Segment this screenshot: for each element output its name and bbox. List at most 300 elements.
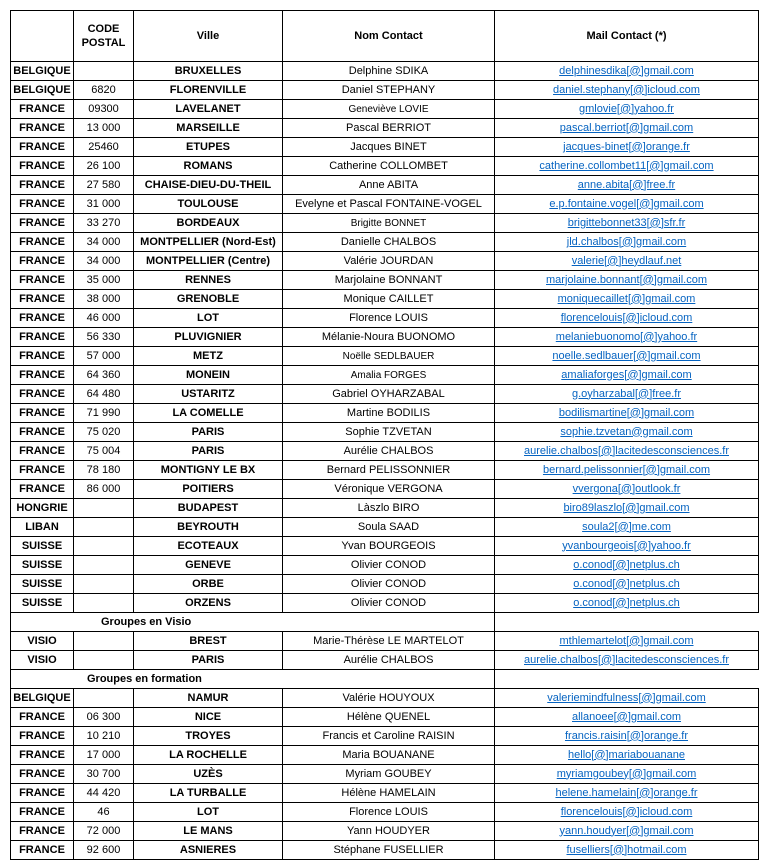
ville-cell: LA ROCHELLE bbox=[134, 746, 283, 765]
ville-cell: NAMUR bbox=[134, 689, 283, 708]
mail-cell bbox=[495, 442, 759, 461]
mail-link[interactable]: anne.abita[@]free.fr bbox=[577, 178, 676, 191]
ville-cell: GENEVE bbox=[134, 556, 283, 575]
mail-link[interactable]: noelle.sedlbauer[@]gmail.com bbox=[552, 349, 701, 362]
country-cell: FRANCE bbox=[11, 100, 74, 119]
mail-cell bbox=[495, 594, 759, 613]
code-postal-cell bbox=[74, 651, 134, 670]
ville-cell: CHAISE-DIEU-DU-THEIL bbox=[134, 176, 283, 195]
contact-name-cell: Soula SAAD bbox=[283, 518, 495, 537]
mail-cell bbox=[495, 423, 759, 442]
table-row bbox=[11, 841, 759, 860]
table-row bbox=[11, 328, 759, 347]
ville-cell: TOULOUSE bbox=[134, 195, 283, 214]
contact-name-cell: Valérie JOURDAN bbox=[283, 252, 495, 271]
ville-cell: PARIS bbox=[134, 651, 283, 670]
code-postal-cell: 64 480 bbox=[74, 385, 134, 404]
table-row bbox=[11, 632, 759, 651]
contact-name-cell: Delphine SDIKA bbox=[283, 62, 495, 81]
ville-cell: UZÈS bbox=[134, 765, 283, 784]
mail-link[interactable]: amaliaforges[@]gmail.com bbox=[561, 368, 692, 381]
country-cell: FRANCE bbox=[11, 708, 74, 727]
code-postal-cell: 06 300 bbox=[74, 708, 134, 727]
code-postal-cell: 72 000 bbox=[74, 822, 134, 841]
ville-cell: GRENOBLE bbox=[134, 290, 283, 309]
contact-name-cell: Amalia FORGES bbox=[283, 366, 495, 385]
table-row bbox=[11, 100, 759, 119]
country-cell: FRANCE bbox=[11, 271, 74, 290]
mail-link[interactable]: o.conod[@]netplus.ch bbox=[573, 558, 680, 571]
mail-cell bbox=[495, 176, 759, 195]
table-row bbox=[11, 404, 759, 423]
mail-link[interactable]: marjolaine.bonnant[@]gmail.com bbox=[546, 273, 707, 286]
contact-name-cell: Véronique VERGONA bbox=[283, 480, 495, 499]
table-row bbox=[11, 594, 759, 613]
mail-cell bbox=[495, 100, 759, 119]
ville-cell: MONTPELLIER (Nord-Est) bbox=[134, 233, 283, 252]
table-row bbox=[11, 518, 759, 537]
table-row bbox=[11, 252, 759, 271]
ville-cell: BREST bbox=[134, 632, 283, 651]
mail-cell bbox=[495, 271, 759, 290]
ville-cell: METZ bbox=[134, 347, 283, 366]
table-row bbox=[11, 746, 759, 765]
contact-name-cell: Anne ABITA bbox=[283, 176, 495, 195]
mail-link[interactable]: brigittebonnet33[@]sfr.fr bbox=[567, 216, 686, 229]
header-mail-contact: Mail Contact (*) bbox=[495, 11, 759, 62]
contact-name-cell: Valérie HOUYOUX bbox=[283, 689, 495, 708]
contact-name-cell: Monique CAILLET bbox=[283, 290, 495, 309]
mail-link[interactable]: e.p.fontaine.vogel[@]gmail.com bbox=[549, 197, 704, 210]
mail-link[interactable]: melaniebuonomo[@]yahoo.fr bbox=[555, 330, 698, 343]
country-cell: FRANCE bbox=[11, 423, 74, 442]
section-formation bbox=[11, 670, 759, 689]
contact-name-cell: Marjolaine BONNANT bbox=[283, 271, 495, 290]
mail-cell bbox=[495, 195, 759, 214]
code-postal-cell: 35 000 bbox=[74, 271, 134, 290]
country-cell: FRANCE bbox=[11, 309, 74, 328]
code-postal-cell: 78 180 bbox=[74, 461, 134, 480]
country-cell: BELGIQUE bbox=[11, 81, 74, 100]
country-cell: LIBAN bbox=[11, 518, 74, 537]
country-cell: FRANCE bbox=[11, 214, 74, 233]
mail-cell bbox=[495, 385, 759, 404]
code-postal-cell: 10 210 bbox=[74, 727, 134, 746]
mail-link[interactable]: valerie[@]heydlauf.net bbox=[571, 254, 682, 267]
mail-link[interactable]: allanoee[@]gmail.com bbox=[572, 710, 681, 723]
ville-cell: LE MANS bbox=[134, 822, 283, 841]
table-row bbox=[11, 461, 759, 480]
country-cell: FRANCE bbox=[11, 328, 74, 347]
table-row bbox=[11, 765, 759, 784]
mail-link[interactable]: hello[@]mariabouanane bbox=[568, 748, 685, 761]
mail-link[interactable]: yann.houdyer[@]gmail.com bbox=[559, 824, 694, 837]
table-row bbox=[11, 138, 759, 157]
table-row bbox=[11, 62, 759, 81]
mail-link[interactable]: delphinesdika[@]gmail.com bbox=[559, 64, 694, 77]
header-code-postal bbox=[74, 11, 134, 62]
table-row bbox=[11, 271, 759, 290]
ville-cell: MONTIGNY LE BX bbox=[134, 461, 283, 480]
code-postal-cell: 27 580 bbox=[74, 176, 134, 195]
ville-cell: TROYES bbox=[134, 727, 283, 746]
mail-cell bbox=[495, 252, 759, 271]
table-row bbox=[11, 385, 759, 404]
code-postal-cell: 34 000 bbox=[74, 252, 134, 271]
mail-cell bbox=[495, 575, 759, 594]
header-code-text: CODE POSTAL bbox=[81, 23, 126, 49]
table-row bbox=[11, 803, 759, 822]
code-postal-cell bbox=[74, 518, 134, 537]
contact-name-cell: Gabriel OYHARZABAL bbox=[283, 385, 495, 404]
mail-cell bbox=[495, 651, 759, 670]
contact-name-cell: Marie-Thérèse LE MARTELOT bbox=[283, 632, 495, 651]
section-empty-cell bbox=[283, 670, 495, 689]
country-cell: FRANCE bbox=[11, 746, 74, 765]
code-postal-cell: 86 000 bbox=[74, 480, 134, 499]
ville-cell: ETUPES bbox=[134, 138, 283, 157]
contact-name-cell: Florence LOUIS bbox=[283, 309, 495, 328]
section-title-formation: Groupes en formation bbox=[11, 670, 283, 689]
mail-link[interactable]: bernard.pelissonnier[@]gmail.com bbox=[542, 463, 711, 476]
mail-cell bbox=[495, 518, 759, 537]
ville-cell: RENNES bbox=[134, 271, 283, 290]
code-postal-cell: 56 330 bbox=[74, 328, 134, 347]
section-empty-cell bbox=[283, 613, 495, 632]
contact-table bbox=[10, 10, 759, 860]
country-cell: FRANCE bbox=[11, 290, 74, 309]
mail-cell bbox=[495, 157, 759, 176]
table-row bbox=[11, 81, 759, 100]
section-row-formation bbox=[11, 670, 759, 689]
code-postal-cell: 30 700 bbox=[74, 765, 134, 784]
ville-cell: ROMANS bbox=[134, 157, 283, 176]
mail-link[interactable]: myriamgoubey[@]gmail.com bbox=[556, 767, 697, 780]
header-nom-contact: Nom Contact bbox=[283, 11, 495, 62]
ville-cell: ORBE bbox=[134, 575, 283, 594]
country-cell: FRANCE bbox=[11, 176, 74, 195]
country-cell: FRANCE bbox=[11, 366, 74, 385]
ville-cell: BUDAPEST bbox=[134, 499, 283, 518]
code-postal-cell: 38 000 bbox=[74, 290, 134, 309]
contact-name-cell: Bernard PELISSONNIER bbox=[283, 461, 495, 480]
mail-cell bbox=[495, 290, 759, 309]
mail-cell bbox=[495, 81, 759, 100]
country-cell: SUISSE bbox=[11, 556, 74, 575]
ville-cell: PARIS bbox=[134, 442, 283, 461]
mail-cell bbox=[495, 233, 759, 252]
mail-cell bbox=[495, 727, 759, 746]
mail-link[interactable]: helene.hamelain[@]orange.fr bbox=[555, 786, 698, 799]
country-cell: FRANCE bbox=[11, 480, 74, 499]
ville-cell: ASNIERES bbox=[134, 841, 283, 860]
table-row bbox=[11, 499, 759, 518]
contact-name-cell: Francis et Caroline RAISIN bbox=[283, 727, 495, 746]
code-postal-cell: 57 000 bbox=[74, 347, 134, 366]
table-row bbox=[11, 157, 759, 176]
code-postal-cell bbox=[74, 556, 134, 575]
country-cell: SUISSE bbox=[11, 575, 74, 594]
section-visio bbox=[11, 613, 759, 632]
mail-link[interactable]: francis.raisin[@]orange.fr bbox=[564, 729, 689, 742]
visio-rows bbox=[11, 632, 759, 670]
table-row bbox=[11, 480, 759, 499]
code-postal-cell: 09300 bbox=[74, 100, 134, 119]
country-cell: VISIO bbox=[11, 651, 74, 670]
contact-name-cell: Olivier CONOD bbox=[283, 556, 495, 575]
contact-name-cell: Myriam GOUBEY bbox=[283, 765, 495, 784]
mail-link[interactable]: o.conod[@]netplus.ch bbox=[573, 596, 680, 609]
mail-cell bbox=[495, 309, 759, 328]
mail-link[interactable]: pascal.berriot[@]gmail.com bbox=[559, 121, 694, 134]
mail-cell bbox=[495, 537, 759, 556]
code-postal-cell: 33 270 bbox=[74, 214, 134, 233]
mail-link[interactable]: soula2[@]me.com bbox=[582, 520, 671, 533]
code-postal-cell: 46 bbox=[74, 803, 134, 822]
mail-link[interactable]: florencelouis[@]icloud.com bbox=[560, 805, 693, 818]
contact-name-cell: Maria BOUANANE bbox=[283, 746, 495, 765]
ville-cell: BRUXELLES bbox=[134, 62, 283, 81]
mail-link[interactable]: catherine.collombet11[@]gmail.com bbox=[539, 159, 714, 172]
table-row bbox=[11, 214, 759, 233]
ville-cell: LA TURBALLE bbox=[134, 784, 283, 803]
mail-cell bbox=[495, 138, 759, 157]
ville-cell: LA COMELLE bbox=[134, 404, 283, 423]
code-postal-cell bbox=[74, 594, 134, 613]
code-postal-cell: 64 360 bbox=[74, 366, 134, 385]
mail-cell bbox=[495, 480, 759, 499]
ville-cell: USTARITZ bbox=[134, 385, 283, 404]
code-postal-cell: 6820 bbox=[74, 81, 134, 100]
contact-name-cell: Aurélie CHALBOS bbox=[283, 651, 495, 670]
code-postal-cell bbox=[74, 537, 134, 556]
contact-name-cell: Pascal BERRIOT bbox=[283, 119, 495, 138]
ville-cell: MARSEILLE bbox=[134, 119, 283, 138]
ville-cell: LAVELANET bbox=[134, 100, 283, 119]
section-empty-cell bbox=[495, 613, 759, 632]
table-row bbox=[11, 537, 759, 556]
code-postal-cell: 13 000 bbox=[74, 119, 134, 138]
main-rows bbox=[11, 62, 759, 613]
code-postal-cell: 25460 bbox=[74, 138, 134, 157]
country-cell: FRANCE bbox=[11, 157, 74, 176]
code-postal-cell: 75 004 bbox=[74, 442, 134, 461]
country-cell: FRANCE bbox=[11, 461, 74, 480]
mail-link[interactable]: daniel.stephany[@]icloud.com bbox=[553, 83, 700, 96]
code-postal-cell: 17 000 bbox=[74, 746, 134, 765]
mail-link[interactable]: valeriemindfulness[@]gmail.com bbox=[547, 691, 706, 704]
mail-link[interactable]: mthlemartelot[@]gmail.com bbox=[559, 634, 694, 647]
mail-link[interactable]: moniquecaillet[@]gmail.com bbox=[557, 292, 696, 305]
mail-cell bbox=[495, 822, 759, 841]
contact-name-cell: Sophie TZVETAN bbox=[283, 423, 495, 442]
mail-link[interactable]: yvanbourgeois[@]yahoo.fr bbox=[562, 539, 691, 552]
country-cell: BELGIQUE bbox=[11, 62, 74, 81]
mail-cell bbox=[495, 765, 759, 784]
country-cell: BELGIQUE bbox=[11, 689, 74, 708]
country-cell: FRANCE bbox=[11, 727, 74, 746]
mail-cell bbox=[495, 404, 759, 423]
table-row bbox=[11, 784, 759, 803]
mail-cell bbox=[495, 328, 759, 347]
contact-name-cell: Stéphane FUSELLIER bbox=[283, 841, 495, 860]
mail-link[interactable]: o.conod[@]netplus.ch bbox=[573, 577, 680, 590]
contact-name-cell: Aurélie CHALBOS bbox=[283, 442, 495, 461]
mail-cell bbox=[495, 746, 759, 765]
header-row bbox=[11, 11, 759, 62]
code-postal-cell: 34 000 bbox=[74, 233, 134, 252]
mail-cell bbox=[495, 119, 759, 138]
mail-cell bbox=[495, 708, 759, 727]
contact-name-cell: Olivier CONOD bbox=[283, 575, 495, 594]
ville-cell: BEYROUTH bbox=[134, 518, 283, 537]
mail-link[interactable]: gmlovie[@]yahoo.fr bbox=[579, 102, 674, 115]
table-row bbox=[11, 727, 759, 746]
code-postal-cell bbox=[74, 632, 134, 651]
header-country bbox=[11, 11, 74, 62]
mail-cell bbox=[495, 461, 759, 480]
mail-cell bbox=[495, 556, 759, 575]
contact-table-wrapper bbox=[10, 10, 759, 860]
mail-link[interactable]: jld.chalbos[@]gmail.com bbox=[566, 235, 687, 248]
country-cell: FRANCE bbox=[11, 385, 74, 404]
table-row bbox=[11, 575, 759, 594]
table-row bbox=[11, 822, 759, 841]
code-postal-cell: 92 600 bbox=[74, 841, 134, 860]
ville-cell: ORZENS bbox=[134, 594, 283, 613]
country-cell: FRANCE bbox=[11, 347, 74, 366]
mail-cell bbox=[495, 841, 759, 860]
table-row bbox=[11, 442, 759, 461]
contact-name-cell: Olivier CONOD bbox=[283, 594, 495, 613]
contact-name-cell: Brigitte BONNET bbox=[283, 214, 495, 233]
ville-cell: FLORENVILLE bbox=[134, 81, 283, 100]
section-empty-cell bbox=[495, 670, 759, 689]
country-cell: FRANCE bbox=[11, 803, 74, 822]
table-row bbox=[11, 708, 759, 727]
mail-cell bbox=[495, 366, 759, 385]
mail-link[interactable]: g.oyharzabal[@]free.fr bbox=[572, 387, 681, 400]
mail-cell bbox=[495, 632, 759, 651]
table-row bbox=[11, 366, 759, 385]
code-postal-cell: 46 000 bbox=[74, 309, 134, 328]
contact-name-cell: Hélène HAMELAIN bbox=[283, 784, 495, 803]
section-row-visio bbox=[11, 613, 759, 632]
mail-cell bbox=[495, 347, 759, 366]
contact-name-cell: Yvan BOURGEOIS bbox=[283, 537, 495, 556]
table-row bbox=[11, 119, 759, 138]
formation-rows bbox=[11, 689, 759, 860]
ville-cell: ECOTEAUX bbox=[134, 537, 283, 556]
header-ville: Ville bbox=[134, 11, 283, 62]
contact-name-cell: Mélanie-Noura BUONOMO bbox=[283, 328, 495, 347]
country-cell: FRANCE bbox=[11, 138, 74, 157]
contact-name-cell: Evelyne et Pascal FONTAINE-VOGEL bbox=[283, 195, 495, 214]
mail-cell bbox=[495, 689, 759, 708]
table-row bbox=[11, 347, 759, 366]
code-postal-cell: 31 000 bbox=[74, 195, 134, 214]
country-cell: FRANCE bbox=[11, 841, 74, 860]
country-cell: VISIO bbox=[11, 632, 74, 651]
code-postal-cell: 44 420 bbox=[74, 784, 134, 803]
table-row bbox=[11, 195, 759, 214]
ville-cell: MONEIN bbox=[134, 366, 283, 385]
ville-cell: MONTPELLIER (Centre) bbox=[134, 252, 283, 271]
country-cell: FRANCE bbox=[11, 233, 74, 252]
code-postal-cell bbox=[74, 62, 134, 81]
table-row bbox=[11, 651, 759, 670]
country-cell: HONGRIE bbox=[11, 499, 74, 518]
contact-name-cell: Danielle CHALBOS bbox=[283, 233, 495, 252]
contact-name-cell: Yann HOUDYER bbox=[283, 822, 495, 841]
contact-name-cell: Hélène QUENEL bbox=[283, 708, 495, 727]
table-row bbox=[11, 689, 759, 708]
country-cell: SUISSE bbox=[11, 537, 74, 556]
country-cell: SUISSE bbox=[11, 594, 74, 613]
mail-cell bbox=[495, 499, 759, 518]
country-cell: FRANCE bbox=[11, 784, 74, 803]
mail-link[interactable]: fuselliers[@]hotmail.com bbox=[566, 843, 687, 856]
code-postal-cell bbox=[74, 689, 134, 708]
mail-cell bbox=[495, 214, 759, 233]
country-cell: FRANCE bbox=[11, 119, 74, 138]
mail-cell bbox=[495, 803, 759, 822]
contact-name-cell: Noëlle SEDLBAUER bbox=[283, 347, 495, 366]
code-postal-cell: 75 020 bbox=[74, 423, 134, 442]
section-title-visio: Groupes en Visio bbox=[11, 613, 283, 632]
ville-cell: POITIERS bbox=[134, 480, 283, 499]
country-cell: FRANCE bbox=[11, 404, 74, 423]
country-cell: FRANCE bbox=[11, 195, 74, 214]
ville-cell: NICE bbox=[134, 708, 283, 727]
table-row bbox=[11, 423, 759, 442]
mail-link[interactable]: vvergona[@]outlook.fr bbox=[572, 482, 681, 495]
code-postal-cell bbox=[74, 499, 134, 518]
mail-link[interactable]: aurelie.chalbos[@]lacitedesconsciences.fr bbox=[524, 653, 729, 666]
ville-cell: PARIS bbox=[134, 423, 283, 442]
contact-name-cell: Martine BODILIS bbox=[283, 404, 495, 423]
contact-name-cell: Florence LOUIS bbox=[283, 803, 495, 822]
ville-cell: LOT bbox=[134, 309, 283, 328]
country-cell: FRANCE bbox=[11, 252, 74, 271]
mail-link[interactable]: biro89laszlo[@]gmail.com bbox=[563, 501, 690, 514]
table-row bbox=[11, 309, 759, 328]
country-cell: FRANCE bbox=[11, 442, 74, 461]
mail-cell bbox=[495, 62, 759, 81]
contact-name-cell: Jacques BINET bbox=[283, 138, 495, 157]
contact-name-cell: Catherine COLLOMBET bbox=[283, 157, 495, 176]
country-cell: FRANCE bbox=[11, 822, 74, 841]
code-postal-cell bbox=[74, 575, 134, 594]
table-row bbox=[11, 233, 759, 252]
code-postal-cell: 71 990 bbox=[74, 404, 134, 423]
mail-link[interactable]: florencelouis[@]icloud.com bbox=[560, 311, 693, 324]
table-row bbox=[11, 290, 759, 309]
table-row bbox=[11, 176, 759, 195]
table-row bbox=[11, 556, 759, 575]
mail-link[interactable]: bodilismartine[@]gmail.com bbox=[558, 406, 695, 419]
mail-link[interactable]: jacques-binet[@]orange.fr bbox=[563, 140, 690, 153]
ville-cell: PLUVIGNIER bbox=[134, 328, 283, 347]
mail-link[interactable]: sophie.tzvetan@gmail.com bbox=[560, 425, 693, 438]
mail-link[interactable]: aurelie.chalbos[@]lacitedesconsciences.fr bbox=[524, 444, 729, 457]
mail-cell bbox=[495, 784, 759, 803]
ville-cell: BORDEAUX bbox=[134, 214, 283, 233]
contact-name-cell: Geneviève LOVIE bbox=[283, 100, 495, 119]
country-cell: FRANCE bbox=[11, 765, 74, 784]
ville-cell: LOT bbox=[134, 803, 283, 822]
contact-name-cell: Daniel STEPHANY bbox=[283, 81, 495, 100]
